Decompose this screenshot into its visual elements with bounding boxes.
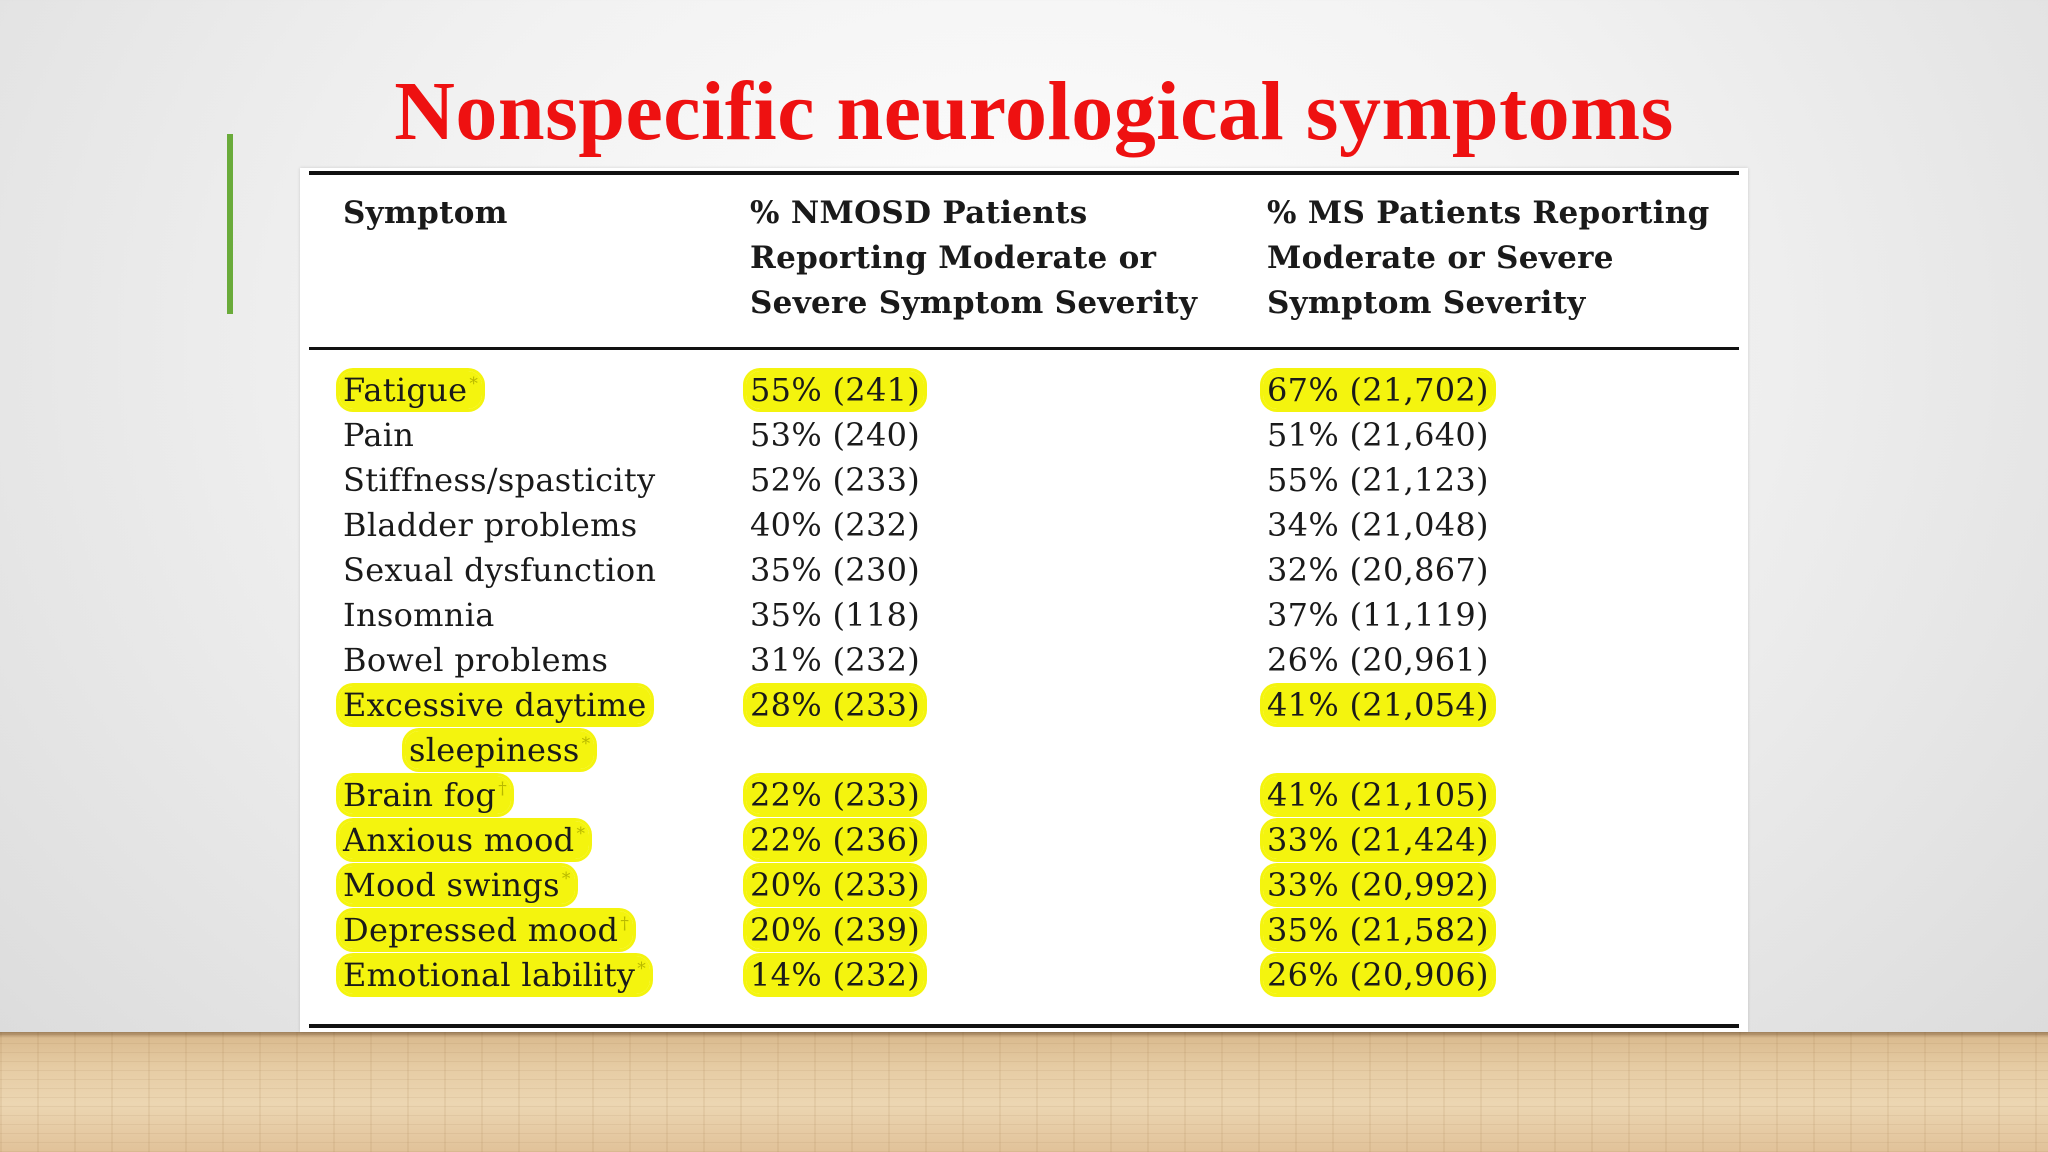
ms-value: 33% (20,992) bbox=[1263, 866, 1493, 904]
table-row bbox=[300, 818, 1748, 863]
header-line: % MS Patients Reporting bbox=[1267, 195, 1710, 231]
table-body bbox=[300, 368, 1748, 998]
nmosd-value: 14% (232) bbox=[746, 956, 924, 994]
symptom-cell bbox=[343, 953, 650, 998]
symptom-cell bbox=[343, 773, 511, 818]
symptom-name: Excessive daytime bbox=[339, 686, 651, 724]
symptom-name: Mood swings * bbox=[339, 866, 575, 904]
table-row bbox=[300, 773, 1748, 818]
footnote-mark: * bbox=[581, 734, 591, 754]
table-row bbox=[300, 683, 1748, 773]
ms-value: 51% (21,640) bbox=[1267, 416, 1489, 454]
ms-value-cell bbox=[1267, 593, 1493, 638]
symptom-name: Bladder problems bbox=[343, 506, 638, 544]
table-row bbox=[300, 458, 1748, 503]
table-top-rule bbox=[309, 171, 1739, 175]
symptom-table bbox=[300, 168, 1748, 1032]
ms-value-cell bbox=[1267, 413, 1493, 458]
nmosd-value-cell bbox=[750, 593, 924, 638]
nmosd-value: 55% (241) bbox=[746, 371, 924, 409]
nmosd-value: 52% (233) bbox=[750, 461, 921, 499]
symptom-name: Insomnia bbox=[343, 596, 495, 634]
nmosd-value: 35% (230) bbox=[750, 551, 921, 589]
ms-value: 32% (20,867) bbox=[1267, 551, 1489, 589]
table-row bbox=[300, 368, 1748, 413]
table-row bbox=[300, 953, 1748, 998]
footnote-mark: * bbox=[561, 869, 571, 889]
symptom-cell bbox=[343, 413, 418, 458]
symptom-cell bbox=[343, 503, 641, 548]
header-line: Reporting Moderate or bbox=[750, 240, 1157, 276]
table-header-rule bbox=[309, 347, 1739, 350]
ms-value: 34% (21,048) bbox=[1267, 506, 1489, 544]
symptom-cell bbox=[343, 638, 612, 683]
slide-title: Nonspecific neurological symptoms bbox=[394, 65, 1674, 158]
nmosd-value-cell bbox=[750, 683, 924, 728]
ms-value-cell bbox=[1267, 503, 1493, 548]
symptom-cell bbox=[343, 458, 659, 503]
ms-value: 37% (11,119) bbox=[1267, 596, 1489, 634]
header-symptom bbox=[343, 191, 508, 236]
nmosd-value-cell bbox=[750, 638, 924, 683]
ms-value-cell bbox=[1267, 638, 1493, 683]
nmosd-value: 53% (240) bbox=[750, 416, 921, 454]
nmosd-value: 28% (233) bbox=[746, 686, 924, 724]
header-line: Symptom Severity bbox=[1267, 285, 1586, 321]
ms-value: 55% (21,123) bbox=[1267, 461, 1489, 499]
ms-value-cell bbox=[1267, 368, 1493, 413]
table-row bbox=[300, 593, 1748, 638]
table-row bbox=[300, 413, 1748, 458]
symptom-name: sleepiness * bbox=[405, 731, 594, 769]
symptom-name: Depressed mood † bbox=[339, 911, 633, 949]
footnote-mark: † bbox=[620, 914, 630, 934]
header-line: Symptom bbox=[343, 195, 508, 231]
ms-value-cell bbox=[1267, 683, 1493, 728]
nmosd-value-cell bbox=[750, 503, 924, 548]
symptom-name: Anxious mood * bbox=[339, 821, 589, 859]
ms-value-cell bbox=[1267, 548, 1493, 593]
symptom-name-continuation bbox=[409, 728, 651, 773]
symptom-name: Bowel problems bbox=[343, 641, 609, 679]
symptom-cell bbox=[343, 368, 482, 413]
nmosd-value: 35% (118) bbox=[750, 596, 921, 634]
table-row bbox=[300, 908, 1748, 953]
footnote-mark: † bbox=[498, 779, 508, 799]
header-nmosd bbox=[750, 191, 1197, 326]
symptom-cell bbox=[343, 683, 651, 773]
symptom-name: Fatigue * bbox=[339, 371, 482, 409]
symptom-name: Emotional lability * bbox=[339, 956, 650, 994]
ms-value: 26% (20,906) bbox=[1263, 956, 1493, 994]
header-line: Severe Symptom Severity bbox=[750, 285, 1198, 321]
ms-value-cell bbox=[1267, 863, 1493, 908]
table-row bbox=[300, 548, 1748, 593]
header-line: % NMOSD Patients bbox=[750, 195, 1088, 231]
ms-value: 35% (21,582) bbox=[1263, 911, 1493, 949]
ms-value-cell bbox=[1267, 458, 1493, 503]
symptom-cell bbox=[343, 818, 589, 863]
table-row bbox=[300, 638, 1748, 683]
ms-value-cell bbox=[1267, 773, 1493, 818]
symptom-name: Pain bbox=[343, 416, 415, 454]
ms-value: 41% (21,054) bbox=[1263, 686, 1493, 724]
nmosd-value: 20% (233) bbox=[746, 866, 924, 904]
footnote-mark: * bbox=[637, 959, 647, 979]
table-row bbox=[300, 503, 1748, 548]
wood-floor-background bbox=[0, 1032, 2048, 1152]
nmosd-value-cell bbox=[750, 953, 924, 998]
nmosd-value-cell bbox=[750, 773, 924, 818]
ms-value: 67% (21,702) bbox=[1263, 371, 1493, 409]
symptom-name: Brain fog † bbox=[339, 776, 511, 814]
ms-value-cell bbox=[1267, 953, 1493, 998]
ms-value: 33% (21,424) bbox=[1263, 821, 1493, 859]
nmosd-value: 22% (233) bbox=[746, 776, 924, 814]
footnote-mark: * bbox=[469, 374, 479, 394]
nmosd-value-cell bbox=[750, 818, 924, 863]
symptom-name: Sexual dysfunction bbox=[343, 551, 657, 589]
ms-value: 26% (20,961) bbox=[1267, 641, 1489, 679]
nmosd-value-cell bbox=[750, 863, 924, 908]
nmosd-value-cell bbox=[750, 458, 924, 503]
symptom-cell bbox=[343, 548, 660, 593]
nmosd-value: 31% (232) bbox=[750, 641, 921, 679]
ms-value-cell bbox=[1267, 908, 1493, 953]
symptom-name: Stiffness/spasticity bbox=[343, 461, 656, 499]
nmosd-value: 20% (239) bbox=[746, 911, 924, 949]
symptom-cell bbox=[343, 863, 575, 908]
footnote-mark: * bbox=[576, 824, 586, 844]
symptom-cell bbox=[343, 593, 499, 638]
nmosd-value: 40% (232) bbox=[750, 506, 921, 544]
header-ms bbox=[1267, 191, 1710, 326]
symptom-cell bbox=[343, 908, 633, 953]
nmosd-value-cell bbox=[750, 413, 924, 458]
nmosd-value-cell bbox=[750, 368, 924, 413]
table-row bbox=[300, 863, 1748, 908]
header-line: Moderate or Severe bbox=[1267, 240, 1614, 276]
nmosd-value: 22% (236) bbox=[746, 821, 924, 859]
nmosd-value-cell bbox=[750, 908, 924, 953]
table-bottom-rule bbox=[309, 1024, 1739, 1028]
ms-value-cell bbox=[1267, 818, 1493, 863]
ms-value: 41% (21,105) bbox=[1263, 776, 1493, 814]
nmosd-value-cell bbox=[750, 548, 924, 593]
